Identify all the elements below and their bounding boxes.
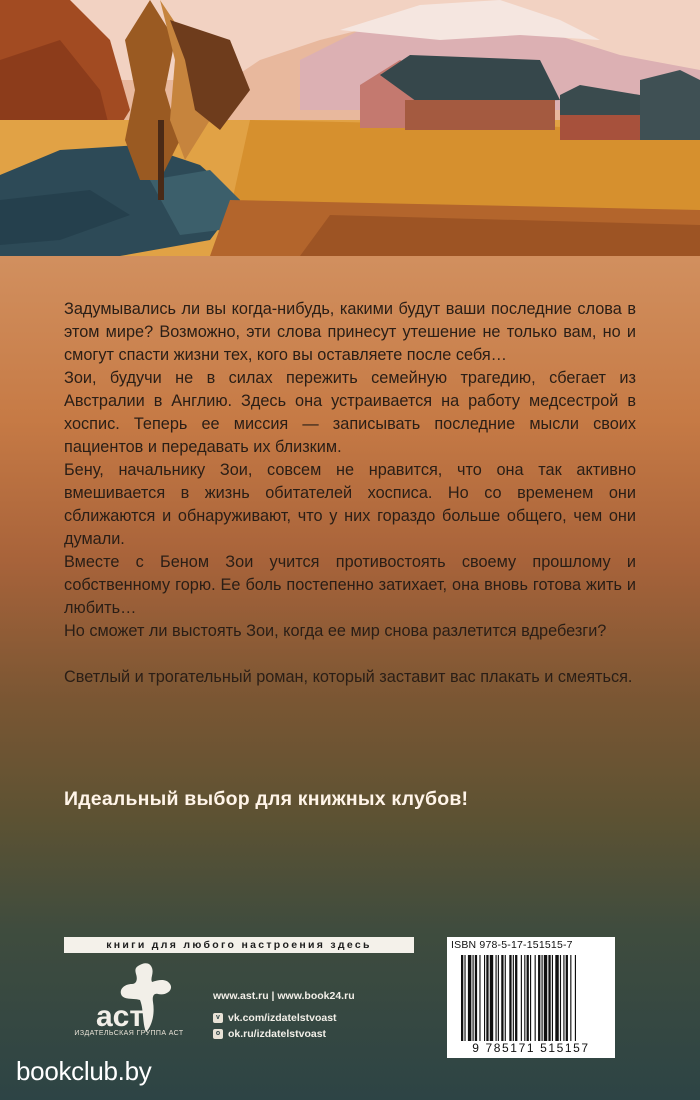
publisher-links xyxy=(213,988,355,1042)
book-description xyxy=(64,298,636,689)
publisher-caption: ИЗДАТЕЛЬСКАЯ ГРУППА АСТ xyxy=(74,1030,184,1037)
barcode-digits: 9 785171 515157 xyxy=(472,1041,590,1055)
websites-link[interactable] xyxy=(213,988,355,1004)
watermark: bookclub.by xyxy=(16,1056,152,1086)
vk-link[interactable] xyxy=(213,1010,355,1026)
tagline-banner: книги для любого настроения здесь xyxy=(64,937,414,953)
ok-icon: o xyxy=(213,1029,223,1039)
ok-link[interactable] xyxy=(213,1026,355,1042)
landscape-illustration xyxy=(0,0,700,256)
description-paragraph: Зои, будучи не в силах пережить семейную трагедию, сбегает из Австралии в Англию. Здесь она устраивается на работу медсестрой в хоспис. Теперь ее миссия — записывать последние мысли своих пациентов и передавать их близким. xyxy=(64,369,636,456)
isbn-label: ISBN 978-5-17-151515-7 xyxy=(451,939,573,951)
vk-icon: v xyxy=(213,1013,223,1023)
ok-text: ok.ru/izdatelstvoast xyxy=(228,1028,327,1040)
barcode-icon xyxy=(461,955,611,1041)
description-paragraph: Но сможет ли выстоять Зои, когда ее мир снова разлетится вдребезги? xyxy=(64,622,607,640)
description-paragraph: Бену, начальнику Зои, совсем не нравится, что она так активно вмешивается в жизнь обитателей хосписа. Но со временем они сближаются и обнаруживают, что у них гораздо больше общего, чем они думали. xyxy=(64,461,636,548)
closing-paragraph: Светлый и трогательный роман, который заставит вас плакать и смеяться. xyxy=(64,668,633,686)
ast-logo xyxy=(78,960,188,1040)
websites-text: www.ast.ru | www.book24.ru xyxy=(213,990,355,1002)
description-paragraph: Вместе с Беном Зои учится противостоять своему прошлому и собственному горю. Ее боль постепенно затихает, она вновь готова жить и любить… xyxy=(64,553,636,617)
description-paragraph: Задумывались ли вы когда-нибудь, какими будут ваши последние слова в этом мире? Возможно, эти слова принесут утешение не только вам, но и смогут спасти жизни тех, кого вы оставляете после себя… xyxy=(64,300,636,364)
vk-text: vk.com/izdatelstvoast xyxy=(228,1012,337,1024)
slogan: Идеальный выбор для книжных клубов! xyxy=(64,788,469,810)
svg-text:аст: аст xyxy=(96,1000,145,1033)
isbn-barcode-box xyxy=(447,937,615,1058)
